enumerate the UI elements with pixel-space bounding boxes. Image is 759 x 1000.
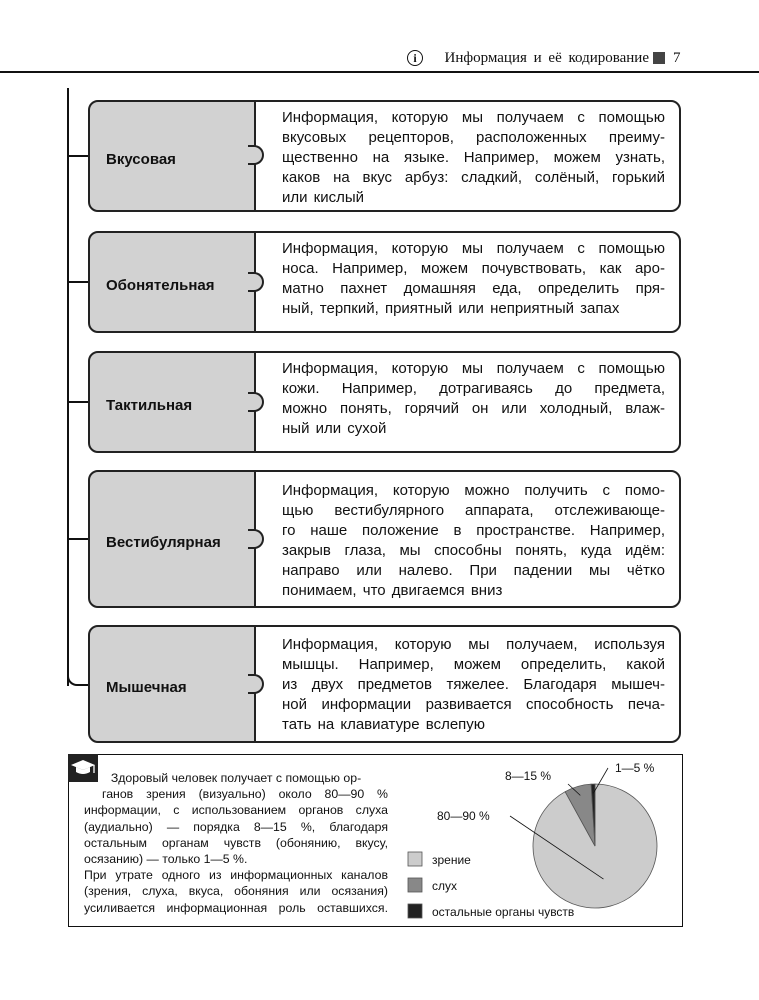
desc-line: можно понять, горячий он или холодный, влаж-	[282, 400, 665, 417]
note-line: ганов зрения (визуально) около 80—90 %	[102, 787, 388, 802]
desc-line: тать на клавиатуре вслепую	[282, 716, 486, 733]
desc-line: мышцы. Например, можем определить, какой	[282, 656, 665, 673]
pie-slice-label: 1—5 %	[615, 761, 655, 775]
desc-line: ный, терпкий, приятный или неприятный запах	[282, 300, 620, 317]
square-marker-icon	[653, 52, 665, 64]
tree-branch	[69, 538, 89, 540]
row-description	[254, 100, 681, 212]
running-head	[0, 48, 759, 72]
tree-corner	[67, 670, 89, 686]
row-label-box	[88, 625, 256, 743]
desc-line: из двух предметов тяжелее. Благодаря мышеч-	[282, 676, 665, 693]
tree-spine	[67, 88, 69, 686]
pie-slice-label: 8—15 %	[505, 769, 552, 783]
row-label: Вестибулярная	[106, 533, 221, 551]
desc-line: щью вестибулярного аппарата, отслеживающе-	[282, 502, 665, 519]
row-label: Мышечная	[106, 678, 187, 696]
desc-line: Информация, которую мы получаем с помощью	[282, 109, 665, 126]
note-text	[84, 770, 388, 916]
note-line: (аудиально) — порядка 8—15 %, благодаря	[84, 819, 388, 834]
row-label: Вкусовая	[106, 150, 176, 168]
desc-line: вкусовых рецепторов, расположенных преиму-	[282, 129, 665, 146]
pie-slice-label: 80—90 %	[437, 809, 490, 823]
row-label-box	[88, 231, 256, 333]
desc-line: Информация, которую мы получаем с помощью	[282, 360, 665, 377]
row-description	[254, 470, 681, 608]
desc-line: кожи. Например, дотрагиваясь до предмета,	[282, 380, 665, 397]
page-number: 7	[673, 50, 681, 66]
desc-line: или кислый	[282, 189, 365, 206]
note-line: усиливается информационная роль оставшихся.	[84, 900, 388, 915]
legend-label: остальные органы чувств	[432, 905, 575, 919]
note-line: информации, с использованием органов слуха	[84, 803, 388, 818]
note-line: осязанию) — только 1—5 %.	[84, 852, 248, 867]
legend-label: слух	[432, 879, 458, 893]
desc-line: понимаем, что двигаемся вниз	[282, 582, 503, 599]
tree-branch	[69, 155, 89, 157]
legend-label: зрение	[432, 853, 471, 867]
row-description	[254, 625, 681, 743]
row-label-box	[88, 470, 256, 608]
desc-line: го наше положение в пространстве. Например,	[282, 522, 665, 539]
row-label: Тактильная	[106, 396, 193, 414]
desc-line: Информация, которую мы получаем с помощью	[282, 240, 665, 257]
legend-swatch	[408, 878, 422, 892]
row-label: Обонятельная	[106, 276, 215, 294]
note-line: остальным органам чувств (обонянию, вкусу,	[84, 835, 388, 850]
note-line: При утрате одного из информационных каналов	[84, 868, 388, 883]
tree-branch	[69, 401, 89, 403]
info-icon: i	[407, 50, 423, 66]
desc-line: направо или налево. При падении мы чётко	[282, 562, 665, 579]
note-line: (зрения, слуха, вкуса, обоняния или осязания)	[84, 884, 388, 899]
legend-swatch	[408, 904, 422, 918]
row-description	[254, 351, 681, 453]
desc-line: Информация, которую мы получаем, используя	[282, 636, 665, 653]
tree-branch	[69, 281, 89, 283]
header-rule	[0, 71, 759, 73]
row-label-box	[88, 351, 256, 453]
pie-chart-area	[400, 756, 680, 926]
row-label-box	[88, 100, 256, 212]
desc-line: ный или сухой	[282, 420, 387, 437]
chapter-title: Информация и её кодирование	[444, 50, 649, 66]
desc-line: каков на вкус арбуз: сладкий, солёный, горький	[282, 169, 665, 186]
desc-line: закрыв глаза, мы способны понять, куда идём:	[282, 542, 665, 559]
pie-chart	[400, 756, 680, 926]
note-line: Здоровый человек получает с помощью ор-	[110, 771, 362, 785]
desc-line: щественно на языке. Например, можем узнать,	[282, 149, 665, 166]
desc-line: Информация, которую можно получить с помо-	[282, 482, 665, 499]
desc-line: матно пахнет домашняя еда, определить пря-	[282, 280, 665, 297]
desc-line: ной информации развивается способность печа-	[282, 696, 665, 713]
row-description	[254, 231, 681, 333]
desc-line: носа. Например, можем почувствовать, как аро-	[282, 260, 665, 277]
legend-swatch	[408, 852, 422, 866]
